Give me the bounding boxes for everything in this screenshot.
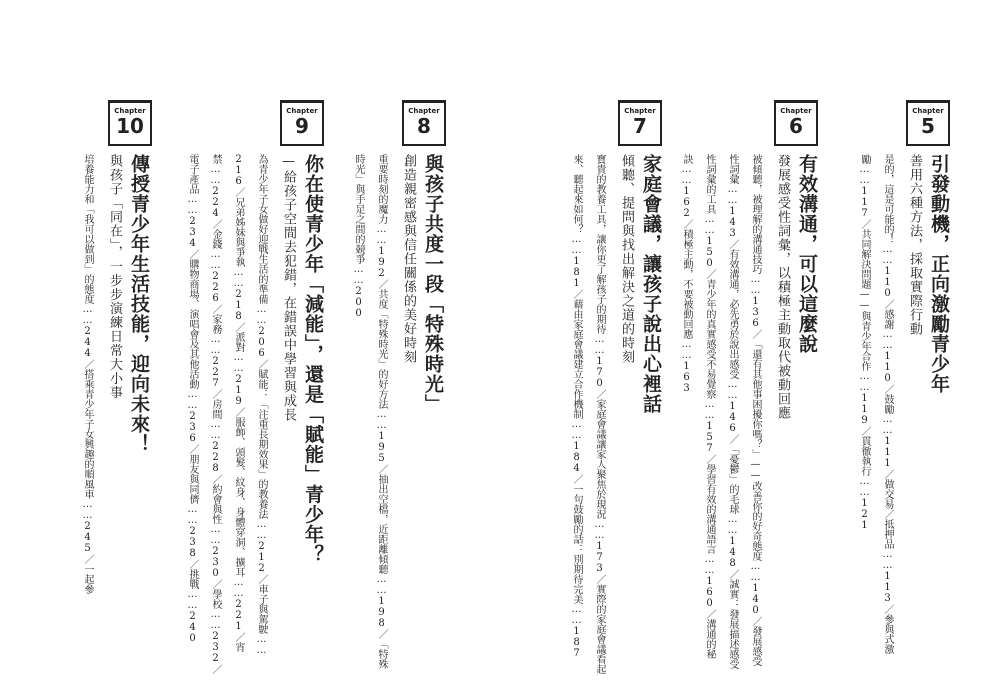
chapter-label: Chapter xyxy=(624,107,656,115)
chapter-label: Chapter xyxy=(912,107,944,115)
chapter-label: Chapter xyxy=(114,107,146,115)
chapter-label: Chapter xyxy=(408,107,440,115)
chapter-subtitle: 與孩子「同在」，一步步演練日常大小事 xyxy=(107,154,122,400)
chapter-title: 傳授青少年生活技能，迎向未來！ xyxy=(128,154,150,454)
chapter-9-body xyxy=(181,154,326,674)
chapter-label: Chapter xyxy=(780,107,812,115)
chapter-title: 有效溝通，可以這麼說 xyxy=(796,154,818,354)
chapter-7-body xyxy=(565,154,664,674)
chapter-9-badge xyxy=(280,100,324,146)
chapter-number: 9 xyxy=(295,114,309,138)
chapter-toc: 被傾聽，被理解的溝通技巧……136／「還有其他事困擾你嗎？」——改善你的好奇態度……140／發展感受性詞彙……143／有效溝通，必先勇於說出感受……146／「憂鬱」的毛球……148／誠實：發展描述感受性詞彙的工具……150／青少年的真實感受不易覺察……157／學習有效的溝通語言……160／溝通的秘訣……162／積極主動，不要被動回應……163 xyxy=(681,154,761,669)
chapter-subtitle: —給孩子空間去犯錯，在錯誤中學習與成長 xyxy=(281,154,296,422)
chapter-10-column xyxy=(62,100,152,660)
chapter-toc: 寶貴的教養工具，讓你更了解孩子的期待……170／家庭會議讓家人聚焦於現況……173／實際的家庭會議看起來、聽起來如何？……181／藉由家庭會議建立合作機制……184／一句鼓勵的話：別期待完美……187 xyxy=(571,154,605,674)
chapter-toc: 是的，這是可能的！……110／感謝……110／鼓勵……111／做交易／抵押品……113／參與式激勵……117／共同解決問題——與青少年合作……119／貫徹執行……121 xyxy=(859,154,893,654)
chapter-number: 5 xyxy=(921,114,935,138)
chapter-label: Chapter xyxy=(286,107,318,115)
chapter-title: 家庭會議，讓孩子說出心裡話 xyxy=(640,154,662,414)
chapter-8-badge xyxy=(402,100,446,146)
chapter-number: 6 xyxy=(789,114,803,138)
chapter-toc: 培養能力和「我可以做到」的態度……244／搭乘青少年子女興趣的順風車……245／一起參 xyxy=(82,154,93,594)
chapter-5-badge xyxy=(906,100,950,146)
chapter-title: 引發動機，正向激勵青少年 xyxy=(928,154,950,394)
chapter-7-column xyxy=(560,100,664,674)
chapter-toc: 重要時刻的魔力……192／共度「特殊時光」的好方法……195／抽出空檔，近距離傾聽……198／「特殊時光」與手足之間的競爭……200 xyxy=(353,154,387,669)
chapter-6-body xyxy=(675,154,820,674)
chapter-7-badge xyxy=(618,100,662,146)
chapter-number: 10 xyxy=(116,114,144,138)
chapter-number: 8 xyxy=(417,114,431,138)
chapter-10-body xyxy=(76,154,152,674)
chapter-subtitle: 傾聽、提問與找出解決之道的時刻 xyxy=(619,154,634,364)
chapter-10-badge xyxy=(108,100,152,146)
chapter-subtitle: 善用六種方法，採取實際行動 xyxy=(907,154,922,336)
chapter-6-column xyxy=(681,100,820,669)
chapter-9-column xyxy=(176,100,326,674)
chapter-title: 你在使青少年「減能」，還是「賦能」青少年？ xyxy=(302,154,324,565)
chapter-title: 與孩子共度一段「特殊時光」 xyxy=(422,154,444,414)
chapter-subtitle: 發展感受性詞彙，以積極主動取代被動回應 xyxy=(775,154,790,420)
chapter-subtitle: 創造親密感與信任關係的美好時刻 xyxy=(401,154,416,364)
chapter-5-column xyxy=(858,100,952,660)
chapter-8-column xyxy=(353,100,446,669)
chapter-toc: 為青少年子女做好迎戰生活的準備……206／賦能：「注重長期效果」的教養法……212／車子與駕駛……216／兄弟姊妹與爭執……218／派對……219／服飾、頭髮、紋身、身體穿洞、擴耳……221／宵禁……224／金錢……226／家務……227／房間……228／約會與性……230／學校……232／電子產品……234／購物商場、演唱會及其他活動……236／朋友與同儕……238／挑戰……240 xyxy=(187,154,267,674)
chapter-5-body xyxy=(853,154,952,674)
chapter-number: 7 xyxy=(633,114,647,138)
chapter-8-body xyxy=(347,154,446,674)
chapter-6-badge xyxy=(774,100,818,146)
